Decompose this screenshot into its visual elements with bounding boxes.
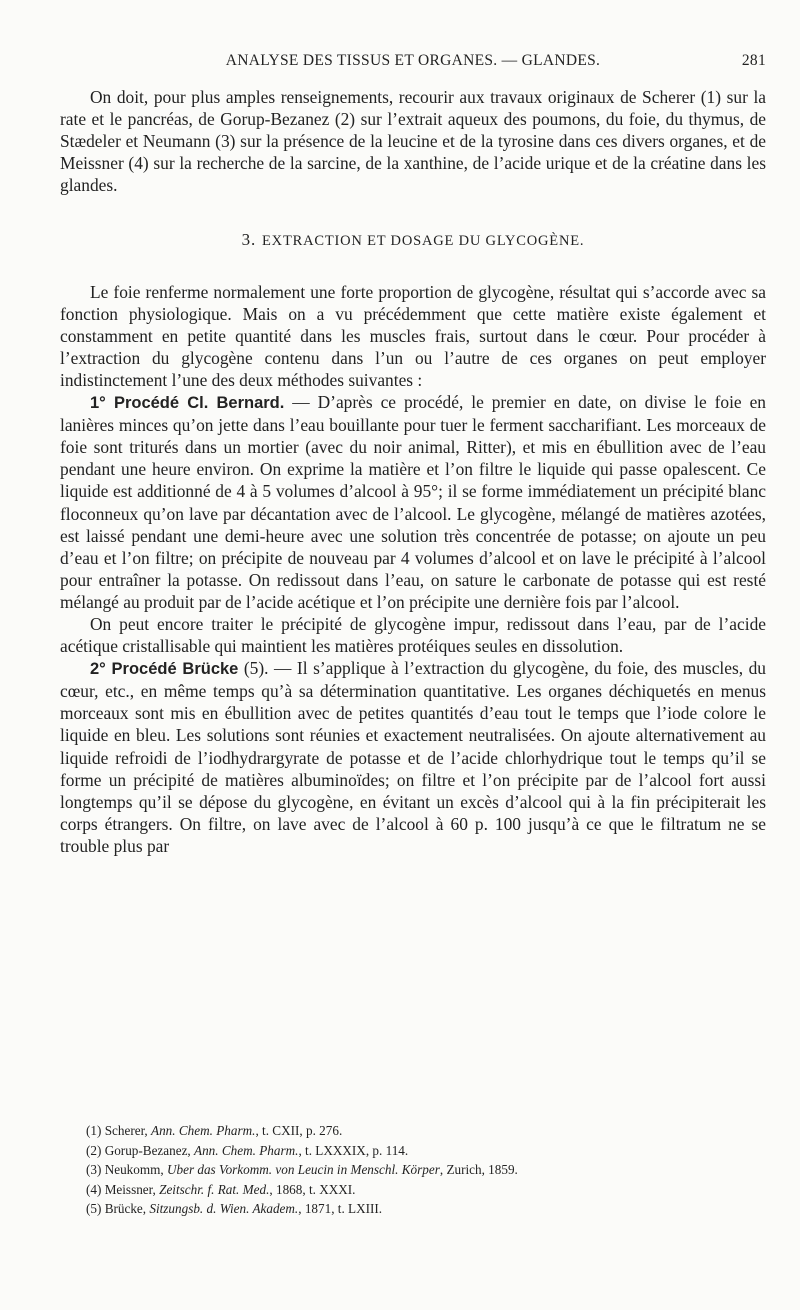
paragraph-bernard — [60, 391, 766, 613]
method-bernard-title: 1° Procédé Cl. Bernard. — [90, 394, 285, 413]
footnote: (4) Meissner, Zeitschr. f. Rat. Med., 1868, t. XXXI. — [86, 1181, 356, 1197]
method-brucke-title: 2° Procédé Brücke — [90, 660, 239, 679]
paragraph-alternative: On peut encore traiter le précipité de glycogène impur, redissout dans l’eau, par de l’acide acétique cristallisable qui maintient les matières protéiques seules en dissolution. — [60, 613, 766, 657]
paragraph-brucke — [60, 657, 766, 857]
footnote: (3) Neukomm, Uber das Vorkomm. von Leucin in Menschl. Körper, Zurich, 1859. — [86, 1162, 518, 1178]
method-brucke-text: (5). — Il s’applique à l’extraction du glycogène, du foie, des muscles, du cœur, etc., en même temps qu’à sa détermination quantitative. Les organes déchiquetés en menus morceaux sont mis en ébullition avec de petites quantités d’eau tout le temps que l’iode colore le liquide en bleu. Les solutions sont réunies et exactement neutralisées. On ajoute alternativement au liquide refroidi de l’iodhydrargyrate de potasse et de l’acide chlorhydrique tout le temps qu’il se forme un précipité de matières albuminoïdes; on filtre et l’on précipite par de l’alcool fort aussi longtemps qu’il se dépose du glycogène, en évitant un excès d’alcool qui à la fin précipiterait les corps étrangers. On filtre, on lave avec de l’alcool à 60 p. 100 jusqu’à ce que le filtratum ne se trouble plus par — [60, 658, 766, 856]
running-title: ANALYSE DES TISSUS ET ORGANES. — GLANDES. — [225, 52, 601, 69]
paragraph-intro: On doit, pour plus amples renseignements, recourir aux travaux originaux de Scherer (1) sur la rate et le pancréas, de Gorup-Bezanez (2) sur l’extrait aqueux des poumons, du foie, du thymus, de Stædeler et Neumann (3) sur la présence de la leucine et de la tyrosine dans ces divers organes, et de Meissner (4) sur la recherche de la sarcine, de la xanthine, de l’acide urique et de la créatine dans les glandes. — [60, 87, 766, 196]
footnote: (1) Scherer, Ann. Chem. Pharm., t. CXII, p. 276. — [86, 1123, 343, 1138]
page-number: 281 — [741, 52, 766, 69]
method-bernard-text: — D’après ce procédé, le premier en date, on divise le foie en lanières minces qu’on jette dans l’eau bouillante pour tuer le ferment saccharifiant. Les morceaux de foie sont triturés dans un mortier (avec du noir animal, Ritter), et mis en ébullition avec de l’eau pendant une heure environ. On exprime la matière et l’on filtre le liquide qui passe opalescent. Ce liquide est additionné de 4 à 5 volumes d’alcool à 95°; il se forme immédiatement un précipité blanc floconneux qu’on lave par décantation avec de l’alcool. Le glycogène, mélangé de matières azotées, est laissé pendant une demi-heure avec une solution très concentrée de potasse; on ajoute un peu d’eau et l’on filtre; on précipite de nouveau par 4 volumes d’alcool et on lave le précipité à l’alcool pour entraîner la potasse. On redissout dans l’eau, on sature le carbonate de potasse qui est resté mélangé au produit par de l’acide acétique et l’on précipite une dernière fois par l’alcool. — [60, 392, 766, 612]
body-text — [60, 86, 766, 857]
section-title: EXTRACTION ET DOSAGE DU GLYCOGÈNE. — [262, 233, 585, 250]
running-head — [60, 52, 766, 76]
section-heading — [60, 229, 766, 252]
footnote: (5) Brücke, Sitzungsb. d. Wien. Akadem., 1871, t. LXIII. — [86, 1201, 383, 1217]
section-number: 3. — [241, 230, 257, 250]
paragraph-glycogen: Le foie renferme normalement une forte proportion de glycogène, résultat qui s’accorde avec sa fonction physiologique. Mais on a vu précédemment que cette matière existe également et constamment en petite quantité dans les muscles frais, surtout dans le cœur. Pour procéder à l’extraction du glycogène contenu dans l’un ou l’autre de ces organes on peut employer indistinctement l’une des deux méthodes suivantes : — [60, 281, 766, 390]
footnotes — [86, 1121, 766, 1219]
footnote: (2) Gorup-Bezanez, Ann. Chem. Pharm., t. LXXXIX, p. 114. — [86, 1142, 409, 1158]
